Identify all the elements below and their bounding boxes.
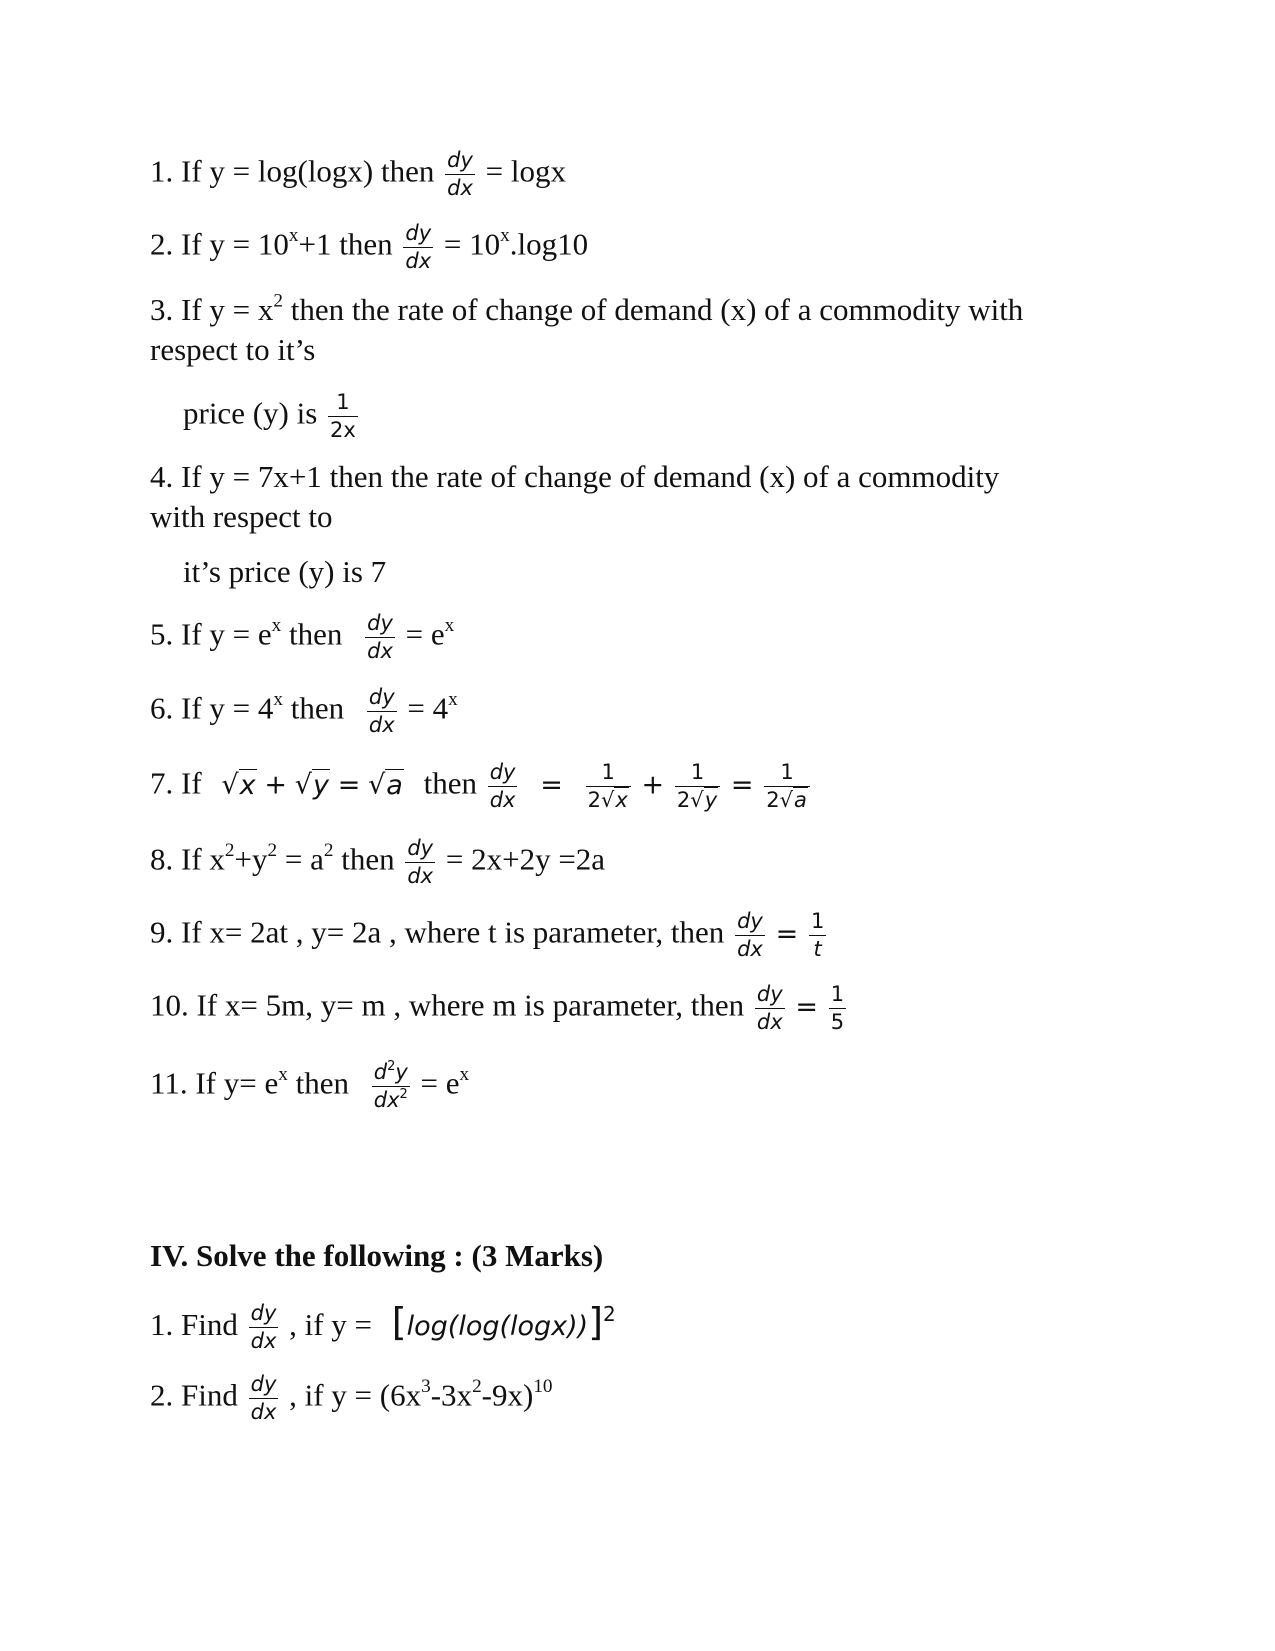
statement-7 — [150, 762, 813, 811]
problem-text: -3x — [430, 1377, 473, 1413]
fraction-1-over-2x — [328, 392, 358, 441]
fraction-dy-dx — [488, 762, 518, 811]
statement-text: 1. If y = log(logx) then — [150, 153, 435, 189]
fraction-1-over-t — [809, 911, 826, 960]
plus-sign: + — [641, 769, 665, 801]
exponent: x — [444, 615, 455, 637]
denominator: dx — [250, 1400, 277, 1424]
fraction-dy-dx — [249, 1374, 279, 1423]
fraction-dy-dx — [403, 223, 433, 272]
statement-text: 3. If y = x — [150, 292, 274, 327]
denominator: 2x — [330, 418, 356, 442]
statement-4-line-3 — [183, 552, 386, 592]
numerator: dy — [755, 984, 785, 1009]
exponent: 2 — [603, 1302, 616, 1326]
sqrt-y: √y — [294, 769, 329, 801]
exponent: 2 — [323, 840, 334, 862]
numerator: dy — [367, 687, 397, 712]
right-bracket: ] — [588, 1300, 604, 1344]
statement-text: +y — [234, 841, 268, 877]
statement-1 — [150, 150, 566, 199]
fraction-d2y-dx2 — [372, 1058, 410, 1112]
numerator: 1 — [675, 762, 720, 787]
numerator: 1 — [328, 392, 358, 417]
exponent: x — [288, 225, 299, 247]
fraction-dy-dx — [249, 1303, 279, 1352]
statement-text: respect to it’s — [150, 332, 316, 367]
statement-3-line-2 — [150, 330, 315, 370]
section-heading-text: IV. Solve the following : (3 Marks) — [150, 1238, 604, 1273]
equals-sign: = — [730, 769, 754, 801]
numerator: dy — [249, 1303, 279, 1328]
numerator: dy — [445, 150, 475, 175]
problem-1 — [150, 1302, 616, 1352]
fraction-1-over-2-sqrt-a — [764, 762, 810, 811]
denominator: 5 — [830, 1010, 845, 1034]
problem-text: -9x) — [481, 1377, 534, 1413]
equals-sign: = — [337, 769, 361, 801]
statement-text: price (y) is — [183, 395, 318, 431]
numerator: dy — [735, 911, 765, 936]
statement-text: 4. If y = 7x+1 then the rate of change of demand (x) of a commodity — [150, 459, 1000, 494]
exponent: 2 — [267, 840, 278, 862]
numerator: 1 — [829, 984, 846, 1009]
problem-2 — [150, 1374, 553, 1423]
fraction-dy-dx — [735, 911, 765, 960]
statement-text: 9. If x= 2at , y= 2a , where t is parameter, then — [150, 914, 725, 950]
statement-result: = e — [420, 1065, 460, 1101]
numerator: 1 — [764, 762, 810, 787]
denominator: 2√x — [587, 788, 628, 812]
statement-text: 7. If — [150, 765, 202, 801]
statement-text: then — [423, 765, 477, 801]
statement-4-line-2 — [150, 497, 333, 537]
exponent: 2 — [472, 1376, 482, 1398]
equals-sign: = — [795, 991, 819, 1023]
exponent: x — [500, 225, 510, 247]
fraction-dy-dx — [365, 613, 395, 662]
numerator: dy — [249, 1374, 279, 1399]
statement-text: then — [287, 1065, 349, 1101]
statement-2 — [150, 223, 588, 272]
denominator: 2√y — [676, 788, 718, 812]
denominator: dx — [756, 1010, 783, 1034]
numerator: 1 — [586, 762, 631, 787]
statement-result: = 2x+2y =2a — [445, 841, 606, 877]
exponent: x — [459, 1064, 470, 1086]
fraction-dy-dx — [367, 687, 397, 736]
denominator: dx — [737, 937, 763, 961]
plus-sign: + — [264, 769, 287, 801]
log-expression: log(log(logx)) — [406, 1311, 589, 1342]
statement-5 — [150, 613, 454, 662]
equals-sign: = — [540, 769, 563, 801]
statement-11 — [150, 1058, 470, 1112]
statement-text: 2. If y = 10 — [150, 226, 289, 262]
sqrt-a: √a — [368, 769, 403, 801]
statement-result: = 4 — [407, 690, 449, 726]
statement-result: = logx — [485, 153, 566, 189]
exponent: 2 — [224, 840, 235, 862]
fraction-dy-dx — [405, 838, 435, 887]
statement-8 — [150, 838, 605, 887]
statement-result: = e — [405, 616, 445, 652]
denominator: $dx^2$ — [373, 1086, 408, 1112]
statement-text: = a — [277, 841, 324, 877]
statement-text: with respect to — [150, 499, 333, 534]
statement-result: .log10 — [509, 226, 589, 262]
statement-text: +1 then — [298, 226, 393, 262]
exponent: 2 — [273, 290, 283, 312]
statement-10 — [150, 984, 849, 1033]
fraction-dy-dx — [755, 984, 785, 1033]
problem-text: , if y = (6x — [289, 1377, 422, 1413]
statement-text: it’s price (y) is 7 — [183, 554, 387, 589]
denominator: dx — [407, 864, 434, 888]
denominator: dx — [368, 713, 395, 737]
exponent: x — [273, 689, 283, 711]
denominator: t — [813, 937, 822, 961]
statement-4 — [150, 457, 999, 497]
section-heading — [150, 1236, 603, 1276]
statement-text: then the rate of change of demand (x) of a commodity with — [283, 292, 1024, 327]
problem-text: 1. Find — [150, 1307, 238, 1342]
statement-text: then — [281, 616, 343, 652]
exponent: 10 — [533, 1376, 553, 1398]
numerator: dy — [403, 223, 433, 248]
exponent: x — [278, 1064, 288, 1086]
numerator: $d^2y$ — [372, 1062, 410, 1087]
denominator: dx — [447, 176, 473, 200]
statement-3 — [150, 290, 1023, 330]
statement-6 — [150, 687, 458, 736]
numerator: dy — [488, 762, 518, 787]
statement-result: = 10 — [443, 226, 501, 262]
exponent: x — [448, 689, 458, 711]
fraction-1-over-5 — [829, 984, 846, 1033]
denominator: dx — [250, 1329, 277, 1354]
sqrt-x: √x — [221, 769, 256, 801]
fraction-1-over-2-sqrt-x — [586, 762, 631, 811]
fraction-1-over-2-sqrt-y — [675, 762, 720, 811]
numerator: dy — [405, 838, 435, 863]
statement-text: 5. If y = e — [150, 616, 272, 652]
statement-9 — [150, 911, 829, 960]
left-bracket: [ — [391, 1300, 407, 1344]
denominator: 2√a — [766, 788, 807, 812]
problem-text: 2. Find — [150, 1377, 238, 1413]
equals-sign: = — [775, 918, 799, 950]
exponent: 3 — [421, 1376, 431, 1398]
statement-text: 8. If x — [150, 841, 225, 877]
fraction-dy-dx — [445, 150, 475, 199]
denominator: dx — [489, 788, 516, 812]
problem-text: , if y = — [289, 1307, 373, 1342]
statement-text: 11. If y= e — [150, 1065, 279, 1101]
numerator: dy — [365, 613, 395, 638]
denominator: dx — [367, 639, 393, 663]
statement-text: 6. If y = 4 — [150, 690, 274, 726]
statement-3-line-3 — [183, 392, 361, 441]
exponent: x — [271, 615, 282, 637]
statement-text: 10. If x= 5m, y= m , where m is parameter, then — [150, 987, 745, 1023]
statement-text: then — [283, 690, 345, 726]
statement-text: then — [333, 841, 395, 877]
numerator: 1 — [809, 911, 826, 936]
denominator: dx — [405, 249, 432, 273]
